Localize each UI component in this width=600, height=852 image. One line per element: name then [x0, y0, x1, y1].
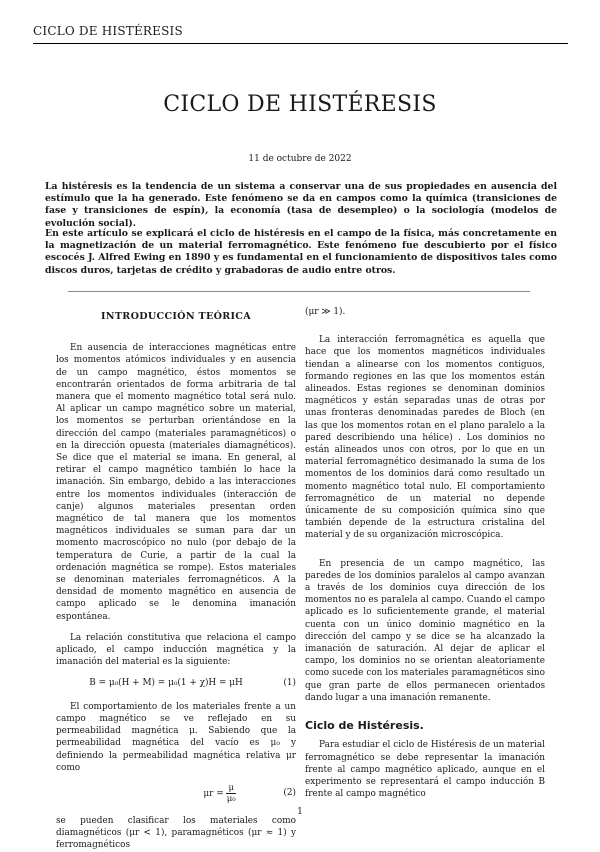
- equation-1-number: (1): [283, 678, 296, 689]
- abstract-paragraph-2: En este artículo se explicará el ciclo de histéresis en el campo de la física, más concretamente en la magnetización de un material ferromagnético. Este fenómeno fue descubierto por el físico escocés J. Alfred Ewing en 1890 y es fundamental en el funcionamiento de dispositivos tales como discos duros, tarjetas de crédito y grabadoras de audio entre otros.: [45, 228, 557, 276]
- body-paragraph: La interacción ferromagnética es aquella que hace que los momentos magnéticos individuales tiendan a alinearse con los momentos contiguos, formando regiones en las que los momentos están alineados. Estas regiones se denominan dominios magnéticos y están separadas unas de otras por unas fronteras denominadas paredes de Bloch (en las que los momentos rotan en el plano paralelo a la pared describiendo una hélice) . Los dominios no están alineados unos con otros, por lo que en un material ferromagnético desimanado la suma de los momentos de los dominios dará como resultado un momento magnético total nulo. El comportamiento ferromagnético de un material no depende únicamente de su composición química sino que también depende de la estructura cristalina del material y de su organización microscópica.: [305, 335, 545, 541]
- equation-2-number: (2): [283, 788, 296, 799]
- right-column: [305, 306, 545, 800]
- equation-1: [56, 677, 296, 689]
- body-paragraph: La relación constitutiva que relaciona el campo aplicado, el campo inducción magnética y la imanación del material es la siguiente:: [56, 632, 296, 668]
- equation-2-fraction: [226, 783, 236, 804]
- header-rule: [33, 43, 568, 44]
- body-paragraph-continuation: (μr ≫ 1).: [305, 307, 346, 317]
- abstract-separator: [68, 291, 530, 292]
- equation-2: [56, 783, 296, 804]
- equation-2-lhs: μr =: [203, 788, 224, 799]
- body-paragraph: En presencia de un campo magnético, las paredes de los dominios paralelos al campo avanzan a través de los dominios cuya dirección de los momentos no es paralela al campo. Cuando el campo aplicado es lo suficientemente grande, el material cuenta con un único dominio magnético en la dirección del campo y se dice se ha alcanzado la imanación de saturación. Al dejar de aplicar el campo, los dominios no se orientan aleatoriamente como sucede con los materiales paramagnéticos sino que gran parte de ellos permanecen orientados dando lugar a una imanación remanente.: [305, 558, 545, 703]
- body-paragraph: Para estudiar el ciclo de Histéresis de un material ferromagnético se debe representar la imanación frente al campo magnético aplicado, aunque en el experimento se representará el campo inducción B frente al campo magnético: [305, 740, 545, 800]
- equation-2-denominator: μ₀: [226, 793, 236, 804]
- body-paragraph: El comportamiento de los materiales frente a un campo magnético se ve reflejado en su permeabilidad magnética μ. Sabiendo que la permeabilidad magnética del vacío es μ₀ y definiendo la permeabilidad magnética relativa μr como: [56, 701, 296, 773]
- body-paragraph: En ausencia de interacciones magnéticas entre los momentos atómicos individuales y en ausencia de un campo magnético, éstos momentos se encontrarán orientados de forma arbitraria de tal manera que el momento magnético total será nulo. Al aplicar un campo magnético sobre un material, los momentos se perturban orientándose en la dirección del campo (materiales paramagnéticos) o en la dirección opuesta (materiales diamagnéticos). Se dice que el material se imana. En general, al retirar el campo magnético también lo hace la imanación. Sin embargo, debido a las interacciones entre los momentos individuales (interacción de canje) algunos materiales presentan orden magnético de tal manera que los momentos magnéticos individuales se suman para dar un momento macroscópico no nulo (por debajo de la temperatura de Curie, a partir de la cual la ordenación magnética se rompe). Estos materiales se denominan materiales ferromagnéticos. A la densidad de momento magnético en ausencia de campo aplicado se le denomina imanación espontánea.: [56, 343, 296, 622]
- document-title: CICLO DE HISTÉRESIS: [163, 92, 437, 117]
- body-paragraph: se pueden clasificar los materiales como diamagnéticos (μr < 1), paramagnéticos (μr ≈ 1) y ferromagnéticos: [56, 815, 296, 851]
- left-column: [56, 306, 296, 852]
- equation-2-numerator: μ: [228, 782, 234, 793]
- document-date: 11 de octubre de 2022: [248, 154, 352, 164]
- equation-1-body: B = μ₀(H + M) = μ₀(1 + χ)H = μH: [89, 678, 243, 689]
- subsection-title: Ciclo de Histéresis.: [305, 719, 424, 733]
- running-head: CICLO DE HISTÉRESIS: [33, 24, 183, 38]
- section-title: INTRODUCCIÓN TEÓRICA: [101, 311, 251, 322]
- abstract-paragraph-1: La histéresis es la tendencia de un sistema a conservar una de sus propiedades en ausencia del estímulo que la ha generado. Este fenómeno se da en campos como la química (transiciones de fase y transiciones de espín), la economía (tasa de desempleo) o la sociología (modelos de evolución social).: [45, 181, 557, 229]
- page-number: 1: [297, 807, 303, 817]
